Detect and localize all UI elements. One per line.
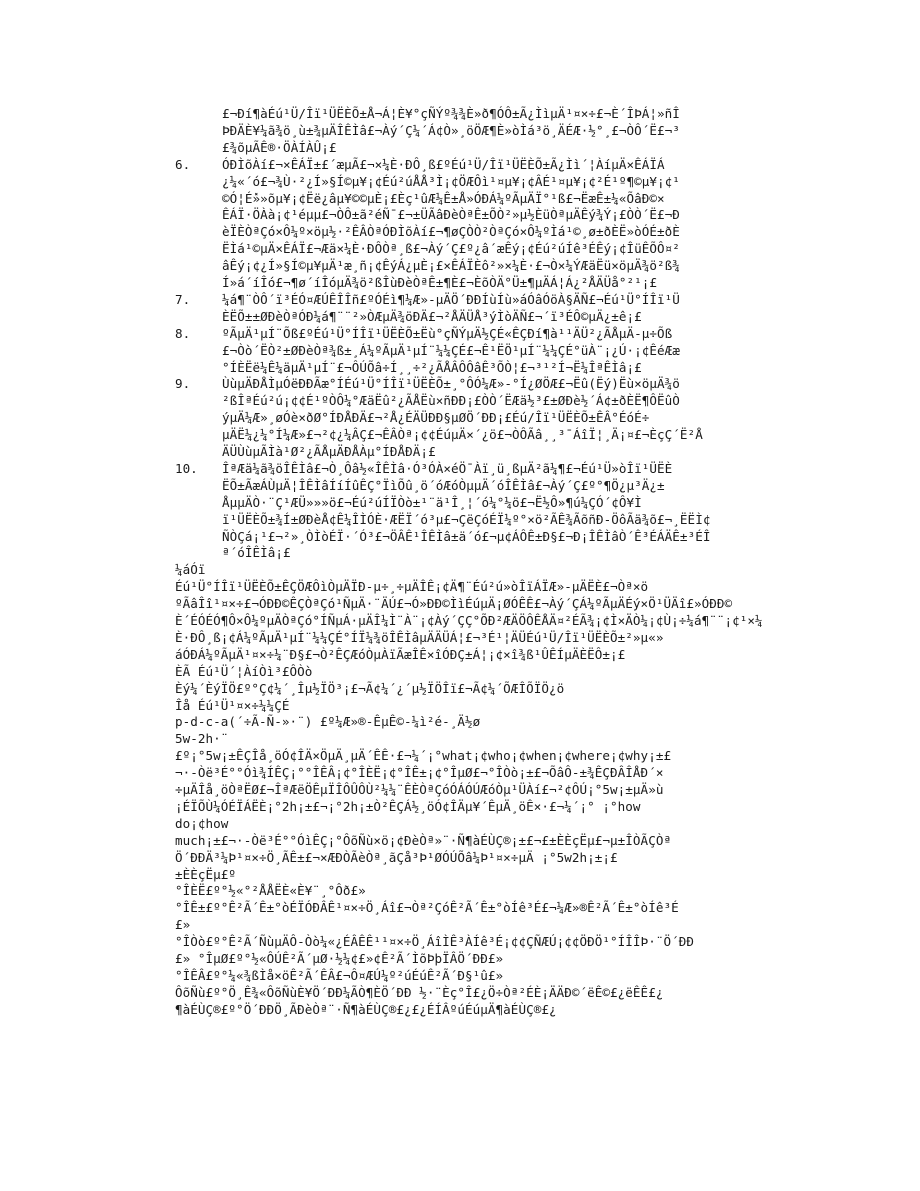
paragraph-line: ýµÄ¼Æ»¸øÓè×ðØ°ÍÐÅÐÄ£¬²Å¿ÉÄÜÐÐ§µØÖ´ÐÐ¡£Éú/Îï¹ÜËÈÕ±ÊÂ°ÉóÉ÷: [222, 410, 650, 426]
body-line: ¬·-Òë³É°°Óì¾ÍÊÇ¡°°ÎÊÂ¡¢°ÎÈË¡¢°ÎÊ±¡¢°ÎµØ£¬°ÎÒò¡±£¬ÕâÔ-±¾ÊÇÐÂÎÅÐ´×: [175, 765, 664, 781]
paragraph-line: ÑÒÇá¡¹£¬²»¸ÒÌòÉÏ·´Ó³£¬ÖÂÊ¹ÎÊÌâ±ä´ó£¬µ¢ÁÔÊ±Ð§£¬Ð¡ÎÊÌâÒ´Ê³ÉÁÄÊ±³ÉÎ: [222, 528, 711, 544]
body-line: Éú¹Ü°ÍÎï¹ÜËÈÕ±ÊÇÖÆÔìÒµÄÏÐ-µ÷¸÷µÄÎÊ¡¢Ä¶¨Éú²ú»òÎïÁÏÆ»-µÄËÈ£¬Òª×ö: [175, 579, 649, 595]
body-line: £» °ÎµØ£º°½«ÔÚÊ²Ã´µØ·½¼¢£»¢Ê²Ã´ÌõÞþÏÂÖ´ÐÐ£»: [175, 951, 504, 966]
body-line: ¶àÉÙÇ®£º°Ö´ÐÐÖ¸ÃÐèÒª¨·Ñ¶àÉÙÇ®£¿£¿ÉÍÂºúÉúµÄ¶àÉÙÇ®£¿: [175, 1001, 557, 1017]
paragraph-line: £¬Òò´ËÒ²±ØÐèÒª¾ß±¸Á¼ºÃµÄ¹µÍ¨¼¼ÇÉ£¬Ê¹ËÖ¹µÍ¨¼¼ÇÉ°üÀ¨¡¿Ú·¡¢ÊéÆæ: [222, 342, 680, 358]
body-line: 5w-2h·¨: [175, 731, 229, 747]
body-line: ±ÈÈçËµ£º: [175, 866, 237, 882]
paragraph-line: ÓÐÌõÀí£¬×ÊÁÏ±£´æµÃ£¬×¼È·ÐÔ¸ß£ºÉú¹Ü/Îï¹ÜËÈÕ±Ã¿Ìì´¦ÀíµÄ×ÊÁÏÁ: [222, 156, 665, 172]
paragraph-line: ÈËÕ±±ØÐèÒªÓÐ¼á¶¨¨²»ÒÆµÄ¾öÐÄ£¬²ÅÄÜÅ³ýÌòÄÑ£¬´ï³ÉÔ©µÄ¿±ê¡£: [222, 308, 642, 324]
body-line: °ÎÊÂ£º°¼«¾ßÌå×öÊ²Ã´ÊÂ£¬Ô¤ÆÚ¼º²úÉúÊ²Ã´Ð§¹û£»: [175, 967, 504, 983]
paragraph-line: °ÍÈËë¼Ê¼äµÄ¹µÍ¨£¬ÔÚÕâ÷Í¸¸÷²¿ÃÅÂÔÔâÊ³ÕÒ¦£¬³¹²Í¬Ë¼ÎªÊÌâ¡£: [222, 359, 642, 375]
paragraph-line: ÞÐÄÈ¥¼ã¾ö¸ù±¾µÄÎÊÌâ£¬Àý´Ç¼´Á¢Ò»¸öÖÆ¶È»òÌá³ö¸ÄÉÆ·½°¸£¬ÒÔ´Ë£¬³: [222, 122, 680, 138]
paragraph-line: ²ßÎªÉú²ú¡¢¢É¹ºÒÔ¼°ÆäËû²¿ÃÅËù×ñÐÐ¡£ÒÒ´ËÆä½³£±ØÐè½´Á¢±ðÈË¶ÔËûÒ: [222, 393, 680, 409]
body-line: °ÎÒò£º°Ê²Ã´ÑùµÄÔ-Òò¼«¿ÉÂÊÊ¹¹¤×÷Ö¸ÁîÌÊ³ÀÍê³É¡¢¢ÇÑÆÚ¡¢¢ÖÐÖ¹°ÍÎÎÞ·¨Ö´ÐÐ: [175, 934, 694, 950]
body-line: Îå Éú¹Ü¹¤×÷¼¼ÇÉ: [175, 697, 290, 713]
body-line: ºÃâÎî¹¤×÷£¬ÓÐÐ©ÊÇÒªÇó¹ÑµÄ·¨ÄÚ£¬Ó»ÐÐ©ÌìÉúµÄ¡ØÓÊÊ£¬Àý´ÇÁ¼ºÃµÄÉý×Ö¹ÜÄî£»ÓÐÐ©: [175, 596, 733, 612]
paragraph-line: £¬Ðí¶àÉú¹Ü/Îï¹ÜËÈÕ±Å¬Á¦È¥°çÑÝº¾¾È»ð¶ÓÔ±Ã¿ÌìµÄ¹¤×÷£¬È´ÎÞÁ¦»ñÎ: [222, 106, 680, 121]
body-line: °ÎÈË£º°½«°²ÅÅËÈ«È¥¨¸°Ôð£»: [175, 883, 366, 899]
body-line: p-d-c-a(´÷Ã-Ñ-»·¨) £º¼Æ»®-ÊµÊ©-¼ì²é-¸Ä½ø: [175, 714, 481, 730]
paragraph-line: Í»á´íÎó£¬¶ø´íÎóµÄ¾ö²ßÎùÐèÒªÊ±¶È£¬ÈõÒÄ°Ü±¶µÄÁ¦Á¿²ÅÄÜå°²¹¡£: [222, 275, 658, 290]
paragraph-line: ï¹ÜËÈÕ±¾Í±ØÐèÅ¢Ê¼ÎÌÓÈ·ÆËÏ´ó³µ£¬ÇëÇóÉÏ¼º°×ö²ÃÊ¾ÃõñÐ-ÖôÃä¾õ£¬¸ËËÌ¢: [222, 511, 711, 527]
paragraph-line: ÅµµÄÒ·¨Ç¹ÆÜ»»»ö£¬Éú²úÍÏÒò±¹¨ä¹Î¸¦´ó¼°¼ö£¬Ë½Ô»¶ú¼ÇÓ´¢Ô¥Ì: [222, 494, 642, 510]
body-line: áÓÐÁ¼ºÃµÄ¹¤×÷¼¨Ð§£¬Ò²ÊÇÆóÒµÀïÃæÎÊ×îÓÐÇ±Á¦¡¢×î¾ß¹ÛÊÍµÄÈËÔ±¡£: [175, 646, 626, 662]
section-heading: ¼áÓï: [175, 562, 206, 578]
list-item-number: 9.: [175, 376, 191, 392]
body-line: ¡ÉÏÕÙ¼ÓÉÏÁËÈ¡°2h¡±£¬¡°2h¡±Ò²ÊÇÁ½¸öÓ¢ÎÄµ¥´ÊµÄ¸öÊ×·£¬¼´¡° ¡°how: [175, 798, 641, 814]
body-line: £»: [175, 917, 191, 933]
body-line: ÷µÄÎå¸öÒªËØ£¬ÎªÆëÖÊµÏÎÔÛÔÙ²¼¼¨ÊÈÒªÇóÓÁÓÚÆóÒµ¹ÜÀí£¬²¢ÔÚ¡°5w¡±µÄ»ù: [175, 782, 664, 797]
paragraph-line: ÄÜÙùµÃÌà¹Ø²¿ÃÅµÄÐÅÀµ°ÍÐÅÐÄ¡£: [222, 444, 436, 459]
body-line: È´ÉÓÉÓ¶Ô×Ô¼ºµÄÒªÇó°ÍÑµÁ·µÄÎ¼Ì¨À¨¡¢Àý´ÇÇ°ÕÐ²ÆÄÖÔÊÅÄ¤²ÉÃ¾¡¢Ì×ÄÒ¼¡¢Ù¡÷¼á¶¨¨¡¢¹×¼: [175, 613, 763, 628]
paragraph-line: ÙùµÄÐÅÌµÓëÐÐÃæ°ÍÉú¹Ü°ÍÎï¹ÜËÈÕ±¸°ÔÓ¼Æ»-°Í¿ØÖÆ£¬Ëû(Ëý)Ëù×öµÄ¾ö: [222, 376, 680, 392]
paragraph-line: ¿¼«´ó£¬¾Ù·²¿Í»§Í©µ¥¡¢Éú²úÅÅ³Ì¡¢ÖÆÔì¹¤µ¥¡¢ÂÉ¹¤µ¥¡¢²É¹º¶©µ¥¡¢¹: [222, 173, 680, 189]
paragraph-line: ºÃµÄ¹µÍ¨Õß£ºÉú¹Ü°ÍÎï¹ÜËÈÕ±Ëù°çÑÝµÄ½ÇÉ«ÊÇÐí¶à¹¹ÄÜ²¿ÃÅµÄ-µ÷Õß: [222, 325, 673, 341]
body-line: Ö´ÐÐÄ³¼Þ¹¤×÷Ö¸ÃÊ±£¬×ÆÐÒÃèÒª¸ãÇå³Þ¹ØÓÚÕâ¼Þ¹¤×÷µÄ ¡°5w2h¡±¡£: [175, 849, 618, 865]
paragraph-line: ©Ó¦É̽»»õµ¥¡¢Ëë¿âµ¥©©µÈ¡£Èç¹ûÆ¼Ê±Å»ÓÐÁ¼ºÃµÄÏ°¹ß£¬ËæÊ±¼«ÕâÐ©×: [222, 190, 665, 206]
body-line: £º¡°5w¡±ÊÇÎå¸öÓ¢ÎÄ×ÖµÄ¸µÄ´ÊÊ·£¬¼´¡°what¡¢who¡¢when¡¢where¡¢why¡±£: [175, 748, 672, 764]
paragraph-line: µÄË¼¿¼°Í¼Æ»£¬²¢¿¼ÂÇ£¬ÊÂÒª¡¢¢ÉúµÄ×´¿ö£¬ÒÔÃâ¸¸³¯ÁîÏ¦¸Ä¡¤£¬ÈçÇ´Ë²Å: [222, 427, 703, 443]
body-line: much¡±£¬·-Òë³É°°ÓìÊÇ¡°ÔõÑù×ö¡¢ÐèÒª»¨·Ñ¶àÉÙÇ®¡±£¬£±ÈÈçËµ£¬µ±ÎÒÃÇÒª: [175, 832, 672, 848]
body-line: ÔõÑù£º°Ö¸Ê¾«ÔõÑùÈ¥Ö´ÐÐ¼ÃÒ¶ÈÖ´ÐÐ ½·¨Èç°Î£¿Ö÷Òª²ÉÈ¡ÄÄÐ©´ëÊ©£¿ëÊÊ£¿: [175, 984, 664, 1000]
paragraph-line: ËÕ±ÃæÁÙµÄ¦ÎÊÌâÍíÍûÊÇ°ÏìÕû¸ö´óÆóÒµµÄ´óÎÊÌâ£¬Àý´Ç£º°¶Ö¿µ³Ä¿±: [222, 477, 665, 493]
list-item-number: 8.: [175, 325, 191, 341]
list-item-number: 7.: [175, 291, 191, 307]
paragraph-line: ÊÁÏ·ÖÀà¡¢¹éµµ£¬ÒÔ±ã²éÑ¯£¬±ÜÃâÐèÒªÊ±ÕÒ²»µ½ÈüÒªµÄÊý¾Ý¡£ÒÒ´Ë£¬Ð: [222, 207, 680, 223]
list-item-number: 10.: [175, 460, 198, 476]
paragraph-line: èÏÈÒªÇó×Ô¼º×öµ½·²ÊÂÒªÓÐÌõÀí£¬¶øÇÒÒ²ÒªÇó×Ô¼ºÌá¹©¸ø±ðÈË»òÓÉ±ðÈ: [222, 224, 680, 240]
list-item-number: 6.: [175, 156, 191, 172]
paragraph-line: ÎªÆä¼ã¾öÎÊÌâ£¬Ò¸Ôâ½«ÎÊÌâ·Ó³ÓÀ×éÖ¯Àï¸ü¸ßµÄ²ã¼¶£¬Éú¹Ü»òÎï¹ÜËÈ: [222, 460, 673, 476]
paragraph-line: ª´óÎÊÌâ¡£: [222, 545, 291, 561]
paragraph-line: ¼á¶¨ÒÔ´ï³ÉÓ¤ÆÚÊÎÎñ£ºÓÉì¶¼Æ»-µÄÖ´ÐÐÍùÍù»áÓâÓöÀ§ÄÑ£¬Éú¹Ü°ÍÎï¹Ü: [222, 291, 680, 307]
body-line: Èý¼´ÈýÏÖ£º°Ç¢¼´¸Îµ½ÏÖ³¡£¬Ã¢¼´¿´µ½ÏÖÎï£¬Ã¢¼´ÕÆÎÕÏÖ¿ö: [175, 680, 565, 696]
body-line: È·ÐÔ¸ß¡¢Á¼ºÃµÄ¹µÍ¨¼¼ÇÉ°ÍÏ¼¾öÎÊÌâµÄÄÜÁ¦£¬³É¹¦ÄÜÉú¹Ü/Îï¹ÜËÈÕ±²»µ«»: [175, 629, 664, 645]
body-line: °ÎÊ±£º°Ê²Ã´Ê±°òÉÏÓÐÂÊ¹¤×÷Ö¸Áî£¬Òª²ÇóÊ²Ã´Ê±°òÍê³É£¬¼Æ»®Ê²Ã´Ê±°òÍê³É: [175, 900, 679, 916]
paragraph-line: ËÌá¹©µÄ×ÊÁÏ£¬Æä×¼È·ÐÔÒª¸ß£¬Àý´Ç£º¿â´æÊý¡¢Éú²úÍê³ÉÊý¡¢ÎüÊÕÔ¤²: [222, 241, 680, 257]
body-line: ÈÃ Éú¹Ü´¦ÀíÒì³£ÔÒò: [175, 663, 313, 679]
paragraph-line: £¾õµÃÊ®·ÖÀÍÀÛ¡£: [222, 139, 337, 155]
paragraph-line: âÊý¡¢¿Í»§Í©µ¥µÄ¹æ¸ñ¡¢ÊýÁ¿µÈ¡£×ÊÁÏÈô²»×¼È·£¬Ò×¼ÝÆäËü×öµÄ¾ö²ß¾: [222, 258, 680, 274]
body-line: do¡¢how: [175, 815, 229, 831]
